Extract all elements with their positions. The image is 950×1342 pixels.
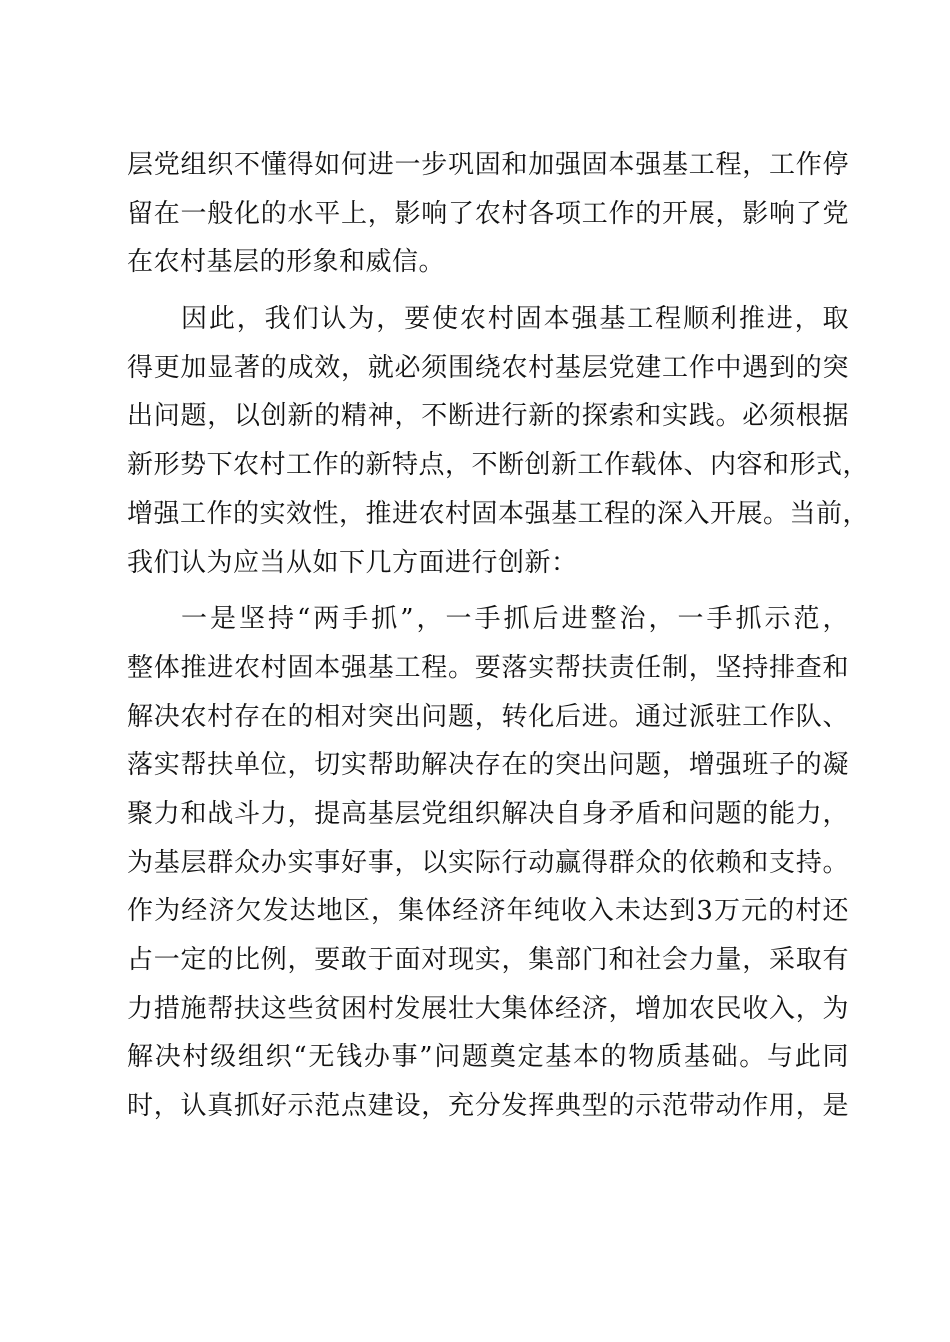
text-line: 因此，我们认为，要使农村固本强基工程顺利推进，取 — [181, 304, 849, 335]
document-body — [127, 141, 870, 1131]
text-line: 一是坚持“两手抓”，一手抓后进整治，一手抓示范， — [181, 604, 849, 635]
text-line: 为基层群众办实事好事，以实际行动赢得群众的依赖和支持。 — [127, 847, 849, 878]
text-line: 落实帮扶单位，切实帮助解决存在的突出问题，增强班子的凝 — [127, 750, 849, 781]
text-line: 力措施帮扶这些贫困村发展壮大集体经济，增加农民收入，为 — [127, 993, 849, 1024]
paragraph-2 — [127, 295, 870, 587]
text-line: 新形势下农村工作的新特点，不断创新工作载体、内容和形式， — [127, 450, 870, 481]
text-line: 在农村基层的形象和威信。 — [127, 247, 446, 278]
text-line: 层党组织不懂得如何进一步巩固和加强固本强基工程，工作停 — [127, 150, 849, 180]
paragraph-3 — [127, 595, 849, 1131]
text-line: 时，认真抓好示范点建设，充分发挥典型的示范带动作用，是 — [127, 1091, 849, 1122]
paragraph-1 — [127, 141, 849, 287]
text-line: 占一定的比例，要敢于面对现实，集部门和社会力量，采取有 — [127, 945, 849, 975]
text-line: 作为经济欠发达地区，集体经济年纯收入未达到3万元的村还 — [127, 896, 849, 927]
text-line: 解决农村存在的相对突出问题，转化后进。通过派驻工作队、 — [127, 701, 849, 732]
text-line: 解决村级组织“无钱办事”问题奠定基本的物质基础。与此同 — [127, 1042, 849, 1073]
text-line: 留在一般化的水平上，影响了农村各项工作的开展，影响了党 — [127, 198, 849, 229]
text-line: 聚力和战斗力，提高基层党组织解决自身矛盾和问题的能力， — [127, 798, 849, 829]
text-line: 增强工作的实效性，推进农村固本强基工程的深入开展。当前， — [127, 498, 870, 529]
text-line: 我们认为应当从如下几方面进行创新： — [127, 547, 578, 578]
text-line: 得更加显著的成效，就必须围绕农村基层党建工作中遇到的突 — [127, 352, 849, 383]
text-line: 出问题，以创新的精神，不断进行新的探索和实践。必须根据 — [127, 401, 849, 432]
text-line: 整体推进农村固本强基工程。要落实帮扶责任制，坚持排查和 — [127, 652, 849, 683]
